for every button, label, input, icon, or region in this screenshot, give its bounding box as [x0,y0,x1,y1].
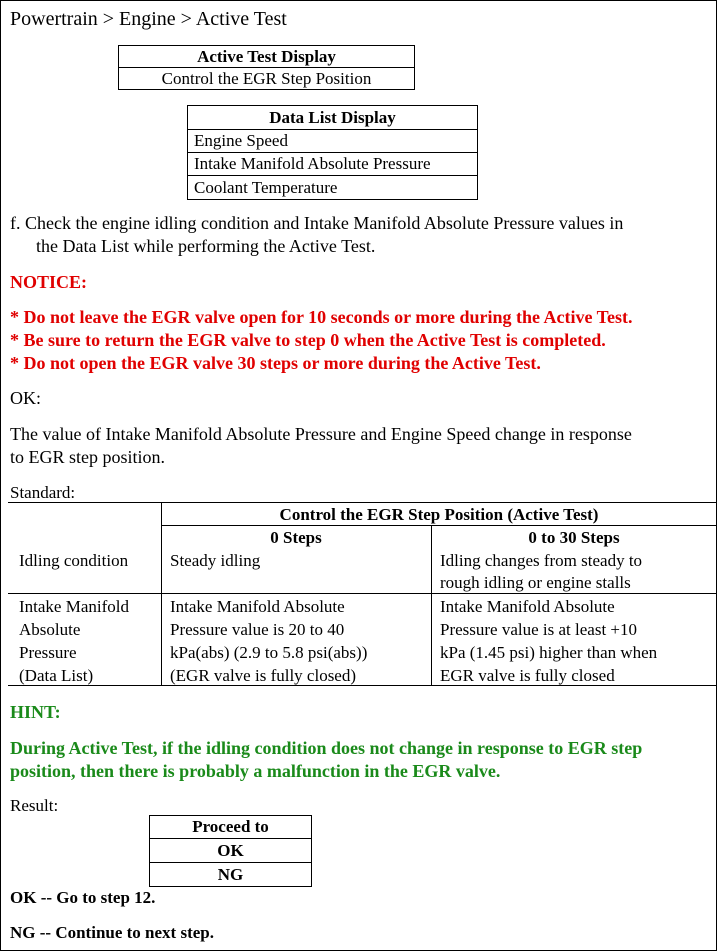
cell-idling-30: Idling changes from steady to [440,551,643,570]
cell-idling-0: Steady idling [170,551,261,570]
data-list-row: Engine Speed [188,130,478,153]
cell-map-0: Pressure value is 20 to 40 [170,620,345,639]
result-row-ok: OK [150,839,312,863]
active-test-row: Control the EGR Step Position [119,68,415,90]
row-label-map: Pressure [19,643,77,662]
step-f-line1: f. Check the engine idling condition and Intake Manifold Absolute Pressure values in [10,213,624,233]
col-header-0-30-steps: 0 to 30 Steps [528,528,620,547]
hint-title: HINT: [10,702,61,722]
cell-map-30: kPa (1.45 psi) higher than when [440,643,658,662]
cell-map-30: EGR valve is fully closed [440,666,615,685]
data-list-header: Data List Display [188,106,478,130]
result-table [149,815,312,887]
active-test-display-table [118,45,415,90]
row-label-map: Absolute [19,620,81,639]
row-label-map: (Data List) [19,666,94,685]
table-rule [431,525,432,686]
standard-label: Standard: [10,483,76,502]
ok-label: OK: [10,388,41,408]
ok-text-line2: to EGR step position. [10,447,166,467]
standard-table [8,502,717,686]
cell-map-0: kPa(abs) (2.9 to 5.8 psi(abs)) [170,643,368,662]
outcome-ng: NG -- Continue to next step. [10,923,214,942]
ok-text-line1: The value of Intake Manifold Absolute Pressure and Engine Speed change in response [10,424,632,444]
data-list-row: Coolant Temperature [188,176,478,200]
cell-map-30: Pressure value is at least +10 [440,620,638,639]
hint-line2: position, then there is probably a malfunction in the EGR valve. [10,761,501,781]
row-label-idling: Idling condition [19,551,129,570]
step-f-line2: the Data List while performing the Active Test. [36,236,376,256]
cell-map-0: Intake Manifold Absolute [170,597,345,616]
outcome-ok: OK -- Go to step 12. [10,888,156,907]
cell-idling-30: rough idling or engine stalls [440,573,631,592]
col-header-0-steps: 0 Steps [270,528,322,547]
notice-item: * Do not open the EGR valve 30 steps or more during the Active Test. [10,353,541,373]
notice-item: * Be sure to return the EGR valve to step 0 when the Active Test is completed. [10,330,606,350]
notice-item: * Do not leave the EGR valve open for 10 seconds or more during the Active Test. [10,307,633,327]
result-label: Result: [10,796,59,815]
data-list-display-table [187,105,478,200]
group-header: Control the EGR Step Position (Active Test) [279,505,599,524]
hint-line1: During Active Test, if the idling condition does not change in response to EGR step [10,738,643,758]
result-row-ng: NG [150,863,312,887]
cell-map-30: Intake Manifold Absolute [440,597,615,616]
cell-map-0: (EGR valve is fully closed) [170,666,357,685]
data-list-row: Intake Manifold Absolute Pressure [188,153,478,176]
active-test-header: Active Test Display [119,46,415,68]
row-label-map: Intake Manifold [19,597,129,616]
result-header: Proceed to [150,816,312,839]
notice-title: NOTICE: [10,272,88,292]
breadcrumb: Powertrain > Engine > Active Test [10,8,287,30]
